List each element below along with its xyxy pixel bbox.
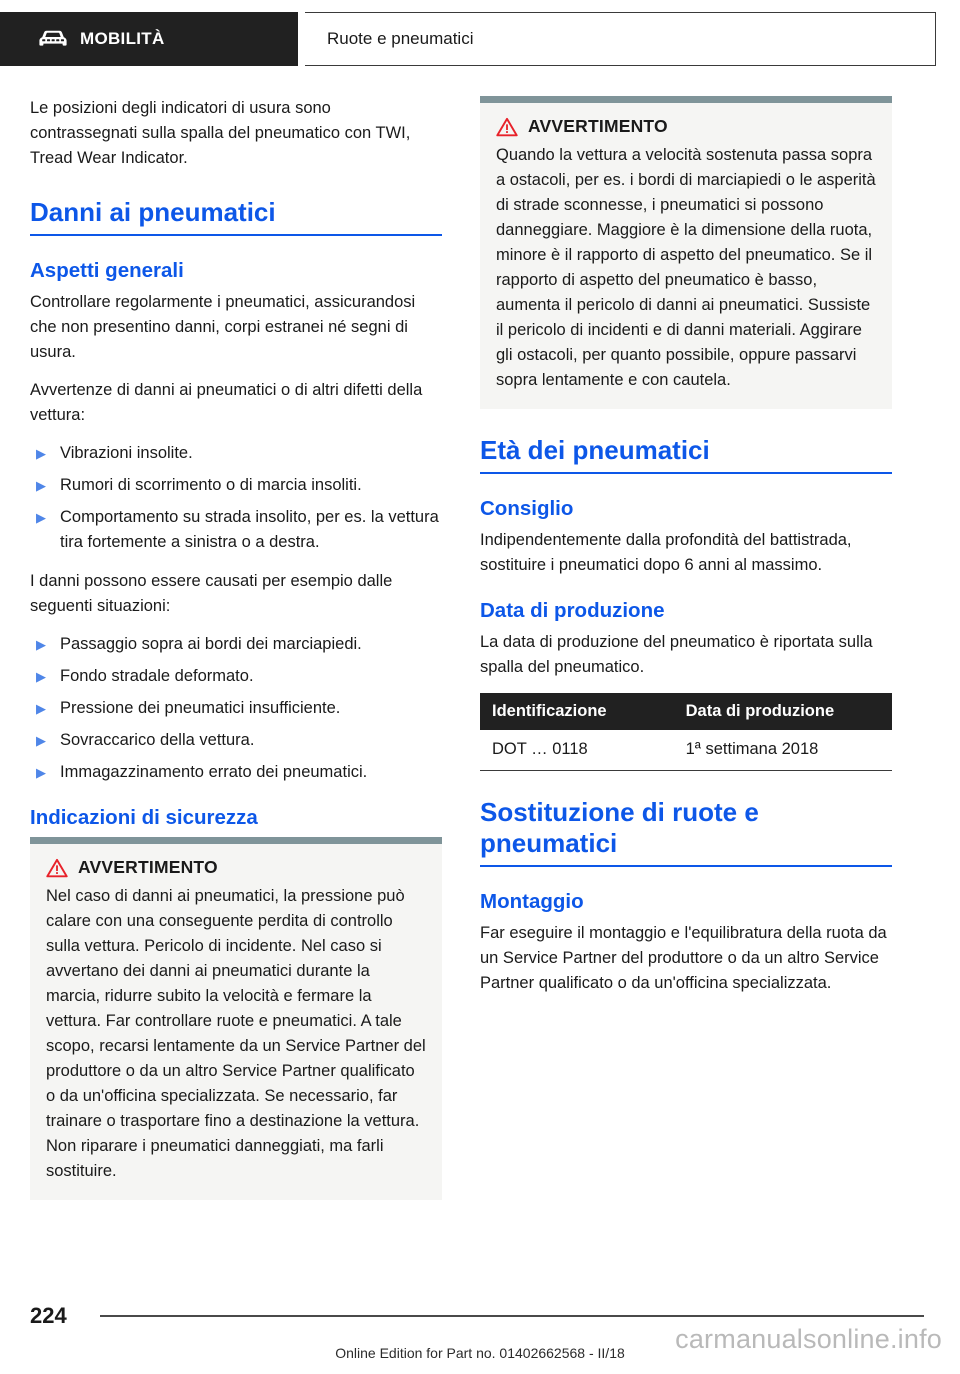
intro-paragraph: Le posizioni degli indicatori di usura sono contrassegnati sulla spalla del pneumatico con TWI, Tread Wear Indicator. (30, 99, 411, 167)
subheading-montaggio: Montaggio (480, 890, 584, 913)
subheading-consiglio: Consiglio (480, 497, 574, 520)
subheading-indicazioni-sicurezza: Indicazioni di sicurezza (30, 806, 258, 829)
list-item-label: Pressione dei pneumatici insufficiente. (60, 699, 341, 717)
paragraph-data-produzione: La data di produzione del pneumatico è riportata sulla spalla del pneumatico. (480, 633, 873, 676)
left-column (30, 96, 442, 1218)
triangle-bullet-icon: ▶ (36, 510, 46, 525)
triangle-bullet-icon: ▶ (36, 446, 46, 461)
triangle-bullet-icon: ▶ (36, 733, 46, 748)
footer-divider (100, 1315, 924, 1317)
list-item (30, 664, 442, 689)
subheading-aspetti-generali: Aspetti generali (30, 259, 184, 282)
causes-list (30, 632, 442, 785)
watermark: carmanualsonline.info (675, 1324, 942, 1354)
page-header (0, 12, 936, 66)
warning-header (496, 116, 876, 137)
car-front-icon (38, 28, 68, 50)
table-row (480, 730, 892, 771)
page-number: 224 (30, 1303, 67, 1328)
list-item-label: Vibrazioni insolite. (60, 444, 193, 462)
paragraph-consiglio: Indipendentemente dalla profondità del battistrada, sostituire i pneumatici dopo 6 anni al massimo. (480, 531, 852, 574)
right-column (480, 96, 892, 1218)
paragraph-avvertenze: Avvertenze di danni ai pneumatici o di altri difetti della vettura: (30, 381, 423, 424)
table-header-row (480, 693, 892, 730)
section-heading-sostituzione: Sostituzione di ruote e pneumatici (480, 797, 892, 867)
section-heading-eta: Età dei pneumatici (480, 435, 892, 474)
table-cell-data: 1ª settimana 2018 (674, 730, 892, 771)
list-item (30, 505, 442, 555)
table-cell-identificazione: DOT … 0118 (480, 730, 674, 771)
warning-triangle-icon (496, 117, 518, 137)
warning-text: Nel caso di danni ai pneumatici, la pressione può calare con una conseguente perdita di controllo sulla vettura. Pericolo di incidente. Nel caso si avvertano dei danni ai pneumatici durante la marcia, ridurre subito la velocità e fermare la vettura. Far controllare ruote e pneumatici. A tale scopo, recarsi lentamente da un Service Partner del produttore o da un altro Service Partner qualificato o da un'officina specializzata. Se necessario, far trainare o trasportare fino a destinazione la vettura. Non riparare i pneumatici danneggiati, ma farli sostituire. (46, 887, 426, 1180)
production-date-table (480, 693, 892, 771)
list-item (30, 760, 442, 785)
list-item (30, 696, 442, 721)
table-header-data: Data di produzione (674, 693, 892, 730)
chapter-tab-label: Ruote e pneumatici (327, 29, 474, 48)
warning-title: AVVERTIMENTO (78, 857, 218, 877)
footer-note-row (0, 1324, 960, 1361)
list-item-label: Passaggio sopra ai bordi dei marciapiedi. (60, 635, 362, 653)
section-heading-danni: Danni ai pneumatici (30, 197, 442, 236)
warning-header (46, 857, 426, 878)
warning-text: Quando la vettura a velocità sostenuta passa sopra a ostacoli, per es. i bordi di marciapiedi o le asperità di strade sconnesse, i pneumatici si possono danneggiare. Maggiore è la dimensione della ruota, minore è il rapporto di aspetto del pneumatico. Se il rapporto di aspetto del pneumatico è basso, aumenta il pericolo di danni ai pneumatici. Sussiste il pericolo di incidenti e di danni materiali. Aggirare gli ostacoli, per quanto possibile, oppure passarvi sopra lentamente e con cautela. (496, 146, 876, 389)
page-content (0, 66, 960, 1218)
list-item-label: Immagazzinamento errato dei pneumatici. (60, 763, 368, 781)
warning-title: AVVERTIMENTO (528, 116, 668, 136)
triangle-bullet-icon: ▶ (36, 478, 46, 493)
list-item (30, 473, 442, 498)
subheading-data-produzione: Data di produzione (480, 599, 665, 622)
list-item (30, 441, 442, 466)
list-item (30, 632, 442, 657)
edition-note: Online Edition for Part no. 01402662568 - II/18 (335, 1345, 625, 1361)
page-footer (0, 1296, 960, 1374)
warning-box-right (480, 96, 892, 409)
warning-box-left (30, 837, 442, 1200)
table-header-identificazione: Identificazione (480, 693, 674, 730)
list-item-label: Comportamento su strada insolito, per es. la vettura tira fortemente a sinistra o a destra. (60, 508, 439, 551)
triangle-bullet-icon: ▶ (36, 637, 46, 652)
list-item-label: Sovraccarico della vettura. (60, 731, 255, 749)
brand-chapter-badge (0, 12, 298, 66)
warning-triangle-icon (46, 858, 68, 878)
chapter-tab[interactable] (305, 12, 936, 66)
list-item (30, 728, 442, 753)
brand-label: MOBILITÀ (80, 29, 165, 48)
list-item-label: Rumori di scorrimento o di marcia insoliti. (60, 476, 362, 494)
paragraph-montaggio: Far eseguire il montaggio e l'equilibratura della ruota da un Service Partner del produttore o da un altro Service Partner qualificato o da un'officina specializzata. (480, 924, 887, 992)
triangle-bullet-icon: ▶ (36, 701, 46, 716)
symptom-list (30, 441, 442, 555)
list-item-label: Fondo stradale deformato. (60, 667, 254, 685)
paragraph-danni-cause: I danni possono essere causati per esempio dalle seguenti situazioni: (30, 572, 393, 615)
triangle-bullet-icon: ▶ (36, 669, 46, 684)
triangle-bullet-icon: ▶ (36, 765, 46, 780)
paragraph-controllare: Controllare regolarmente i pneumatici, assicurandosi che non presentino danni, corpi estranei né segni di usura. (30, 293, 416, 361)
